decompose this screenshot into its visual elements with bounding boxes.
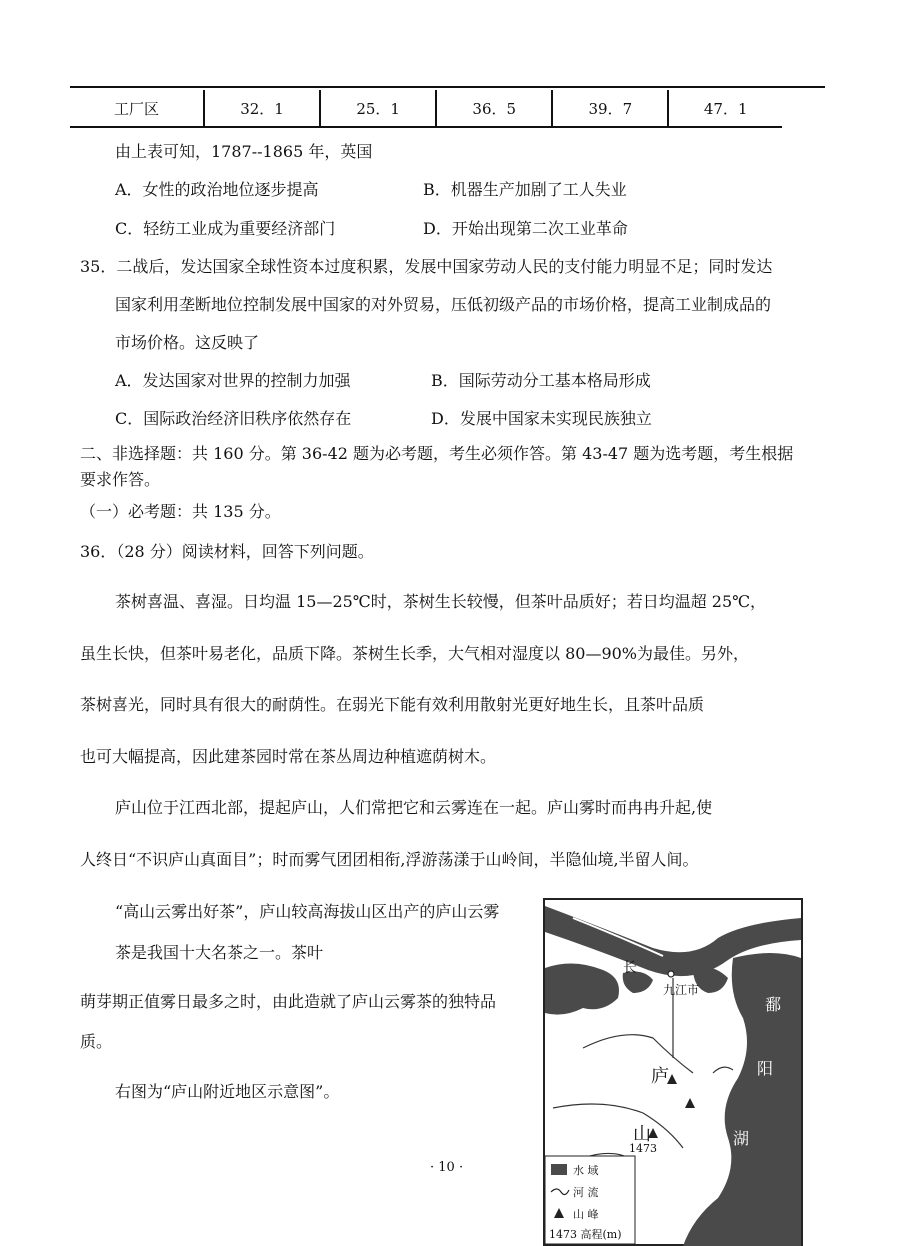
label-lu: 庐 xyxy=(651,1066,669,1087)
q36-p1-line2: 虽生长快，但茶叶易老化，品质下降。茶树生长季，大气相对湿度以 80—90%为最佳。另外， xyxy=(80,644,750,663)
legend-water-label: 水 域 xyxy=(573,1164,599,1177)
q36-p1-line3: 茶树喜光，同时具有很大的耐荫性。在弱光下能有效利用散射光更好地生长，且茶叶品质 xyxy=(80,695,705,714)
table-cell: 25．1 xyxy=(320,90,436,127)
q34-stem: 由上表可知，1787--1865 年，英国 xyxy=(115,142,373,161)
table-top-rule xyxy=(70,86,825,88)
q34-option-d: D．开始出现第二次工业革命 xyxy=(423,219,628,238)
section2-line1: 二、非选择题：共 160 分。第 36-42 题为必考题，考生必须作答。第 43-47 题为选考题，考生根据 xyxy=(80,444,794,463)
q36-p4: 右图为“庐山附近地区示意图”。 xyxy=(115,1082,340,1101)
table-cell: 工厂区 xyxy=(70,90,204,127)
section2-line2: 要求作答。 xyxy=(80,470,161,489)
q34-option-a: A．女性的政治地位逐步提高 xyxy=(115,180,319,199)
legend-peak-label: 山 峰 xyxy=(573,1208,599,1221)
q35-option-d: D．发展中国家未实现民族独立 xyxy=(431,409,652,428)
label-chang: 长 xyxy=(623,960,637,976)
q35-option-c: C．国际政治经济旧秩序依然存在 xyxy=(115,409,352,428)
label-shan: 山 xyxy=(633,1124,651,1145)
table-cell: 36．5 xyxy=(436,90,552,127)
q36-p3-line3: 萌芽期正值雾日最多之时，由此造就了庐山云雾茶的独特品 xyxy=(80,992,497,1011)
q34-option-b: B．机器生产加剧了工人失业 xyxy=(423,180,627,199)
page-number: · 10 · xyxy=(430,1160,464,1175)
q35-line3: 市场价格。这反映了 xyxy=(115,333,260,352)
table-row xyxy=(70,90,782,127)
q35-option-b: B．国际劳动分工基本格局形成 xyxy=(431,371,651,390)
label-jiujiang: 九江市 xyxy=(663,983,700,997)
legend-elevation-label: 1473 高程(m) xyxy=(549,1228,622,1241)
label-elevation: 1473 xyxy=(629,1142,657,1155)
q36-p2-line1: 庐山位于江西北部，提起庐山，人们常把它和云雾连在一起。庐山雾时而冉冉升起,使 xyxy=(115,798,713,817)
data-table xyxy=(70,90,782,128)
q36-p3-line2: 茶是我国十大名茶之一。茶叶 xyxy=(115,943,324,962)
lushan-map xyxy=(543,898,803,1246)
jiujiang-city-icon xyxy=(668,971,674,977)
label-po: 鄱 xyxy=(765,995,782,1014)
q35-line1: 35．二战后，发达国家全球性资本过度积累，发展中国家劳动人民的支付能力明显不足；同时发达 xyxy=(80,257,773,276)
table-cell: 47．1 xyxy=(668,90,782,127)
legend-water-swatch xyxy=(551,1164,567,1175)
legend-river-label: 河 流 xyxy=(573,1186,599,1199)
q36-p2-line2: 人终日“不识庐山真面目”；时而雾气团团相衔,浮游荡漾于山岭间，半隐仙境,半留人间。 xyxy=(80,850,699,869)
q35-option-a: A．发达国家对世界的控制力加强 xyxy=(115,371,351,390)
label-jiang: 江 xyxy=(695,926,709,942)
table-cell: 32．1 xyxy=(204,90,320,127)
q35-line2: 国家利用垄断地位控制发展中国家的对外贸易，压低初级产品的市场价格，提高工业制成品的 xyxy=(115,295,772,314)
label-hu: 湖 xyxy=(733,1129,750,1148)
section2-required: （一）必考题：共 135 分。 xyxy=(80,502,281,521)
q36-p1-line1: 茶树喜温、喜湿。日均温 15—25℃时，茶树生长较慢，但茶叶品质好；若日均温超 25℃， xyxy=(115,592,767,611)
label-yang: 阳 xyxy=(757,1059,774,1078)
q36-p3-line4: 质。 xyxy=(80,1032,113,1051)
q34-option-c: C．轻纺工业成为重要经济部门 xyxy=(115,219,336,238)
q36-p1-line4: 也可大幅提高，因此建茶园时常在茶丛周边种植遮荫树木。 xyxy=(80,747,497,766)
table-cell: 39．7 xyxy=(552,90,668,127)
q36-p3-line1: “高山云雾出好茶”，庐山较高海拔山区出产的庐山云雾 xyxy=(115,902,500,921)
q36-title: 36．（28 分）阅读材料，回答下列问题。 xyxy=(80,542,374,561)
